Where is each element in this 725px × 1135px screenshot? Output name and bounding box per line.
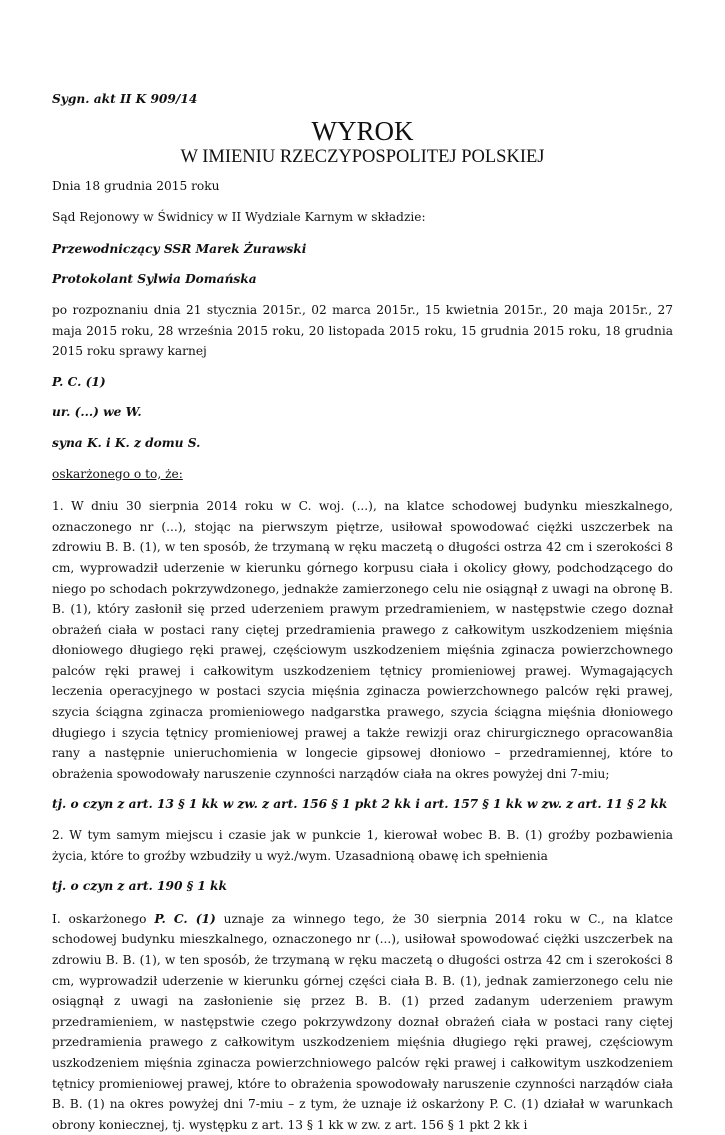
charge-1-legal-basis: tj. o czyn z art. 13 § 1 kk w zw. z art. 156 § 1 pkt 2 kk i art. 157 § 1 kk w zw. z art. 11 § 2 kk xyxy=(52,797,668,812)
document-title: WYROK xyxy=(311,115,414,146)
charge-2-legal-basis: tj. o czyn z art. 190 § 1 kk xyxy=(52,879,227,894)
charge-1-text: 1. W dniu 30 sierpnia 2014 roku w C. woj. (...), na klatce schodowej budynku mieszkalnego, oznaczonego nr (...), stojąc na pierwszym piętrze, usiłował spowodować ciężki uszczerbek na zdrowiu B. B. (1), w ten sposób, że trzymaną w ręku maczetą o długości ostrza 42 cm i szerokości 8 cm, wyprowadził uderzenie w kierunku górnego korpusu ciała i okolicy głowy, podchodzącego do niego po schodach pokrzywdzonego, jednakże zamierzonego celu nie osiągnął z uwagi na obronę B. B. (1), który zasłonił się przed uderzeniem prawym przedramieniem, w następstwie czego doznał obrażeń ciała w postaci rany ciętej przedramienia prawego z całkowitym uszkodzeniem mięśnia dłoniowego długiego ręki prawej, częściowym uszkodzeniem mięśnia zginacza powierzchownego palców ręki prawej i całkowitym uszkodzeniem tętnicy promieniowej prawej. Wymagających leczenia operacyjnego w postaci szycia mięśnia zginacza powierzchownego palców ręki prawej, szycia ściągna zginacza promieniowego nadgarstka prawego, szycia ściągna mięśnia dłoniowego długiego i szycia tętnicy promieniowej prawej a także rewizji oraz chirurgicznego opracowan8ia rany a następnie unieruchomienia w longecie gipsowej dłoniowo – przedramiennej, które to obrażenia spowodowały naruszenie czynności narządów ciała na okres powyżej dni 7-miu; xyxy=(52,499,673,781)
presiding-judge: Przewodniczący SSR Marek Żurawski xyxy=(52,241,307,256)
defendant-name: P. C. (1) xyxy=(52,374,106,389)
defendant-parents: syna K. i K. z domu S. xyxy=(52,435,201,450)
document-subtitle: W IMIENIU RZECZYPOSPOLITEJ POLSKIEJ xyxy=(180,146,545,167)
charge-2-text: 2. W tym samym miejscu i czasie jak w punkcie 1, kierował wobec B. B. (1) groźby pozbawienia życia, które to groźby wzbudziły u wyż./wym. Uzasadnioną obawę ich spełnienia xyxy=(52,828,673,863)
verdict-defendant-name: P. C. (1) xyxy=(154,911,216,926)
verdict-prefix: I. oskarżonego xyxy=(52,911,155,926)
verdict-text: uznaje za winnego tego, że 30 sierpnia 2014 roku w C., na klatce schodowej budynku mieszkalnego, oznaczonego nr (...), usiłował spowodować ciężki uszczerbek na zdrowiu B. B. (1), w ten sposób, że trzymaną w ręku maczetą o długości ostrza 42 cm i szerokości 8 cm, wyprowadził uderzenie w kierunku górnej części ciała B. B. (1), jednak zamierzonego celu nie osiągnął z uwagi na zasłonienie się przez B. B. (1) przed zadanym uderzeniem prawym przedramieniem, w następstwie czego pokrzywdzony doznał obrażeń ciała w postaci rany ciętej przedramienia prawego z całkowitym uszkodzeniem mięśnia długiego ręki prawej, częściowym uszkodzeniem mięśnia zginacza powierzchniowego palców ręki prawej i całkowitym uszkodzeniem tętnicy promieniowej prawej, które to obrażenia spowodowały naruszenie czynności narządów ciała B. B. (1) na okres powyżej dni 7-miu – z tym, że uznaje iż oskarżony P. C. (1) działał w warunkach obrony koniecznej, tj. występku z art. 13 § 1 kk w zw. z art. 156 § 1 pkt 2 kk i xyxy=(52,911,673,1132)
defendant-birth: ur. (...) we W. xyxy=(52,405,142,420)
hearing-dates: po rozpoznaniu dnia 21 stycznia 2015r., 02 marca 2015r., 15 kwietnia 2015r., 20 maja 2015r., 27 maja 2015 roku, 28 września 2015 roku, 20 listopada 2015 roku, 15 grudnia 2015 roku, 18 grudnia 2015 roku sprawy karnej xyxy=(52,302,673,359)
date-line: Dnia 18 grudnia 2015 roku xyxy=(52,178,220,193)
case-reference: Sygn. akt II K 909/14 xyxy=(52,92,198,106)
charged-label: oskarżonego o to, że: xyxy=(52,466,183,481)
verdict-paragraph xyxy=(52,909,673,1135)
court-clerk: Protokolant Sylwia Domańska xyxy=(52,272,257,287)
court-line: Sąd Rejonowy w Świdnicy w II Wydziale Karnym w składzie: xyxy=(52,210,426,225)
